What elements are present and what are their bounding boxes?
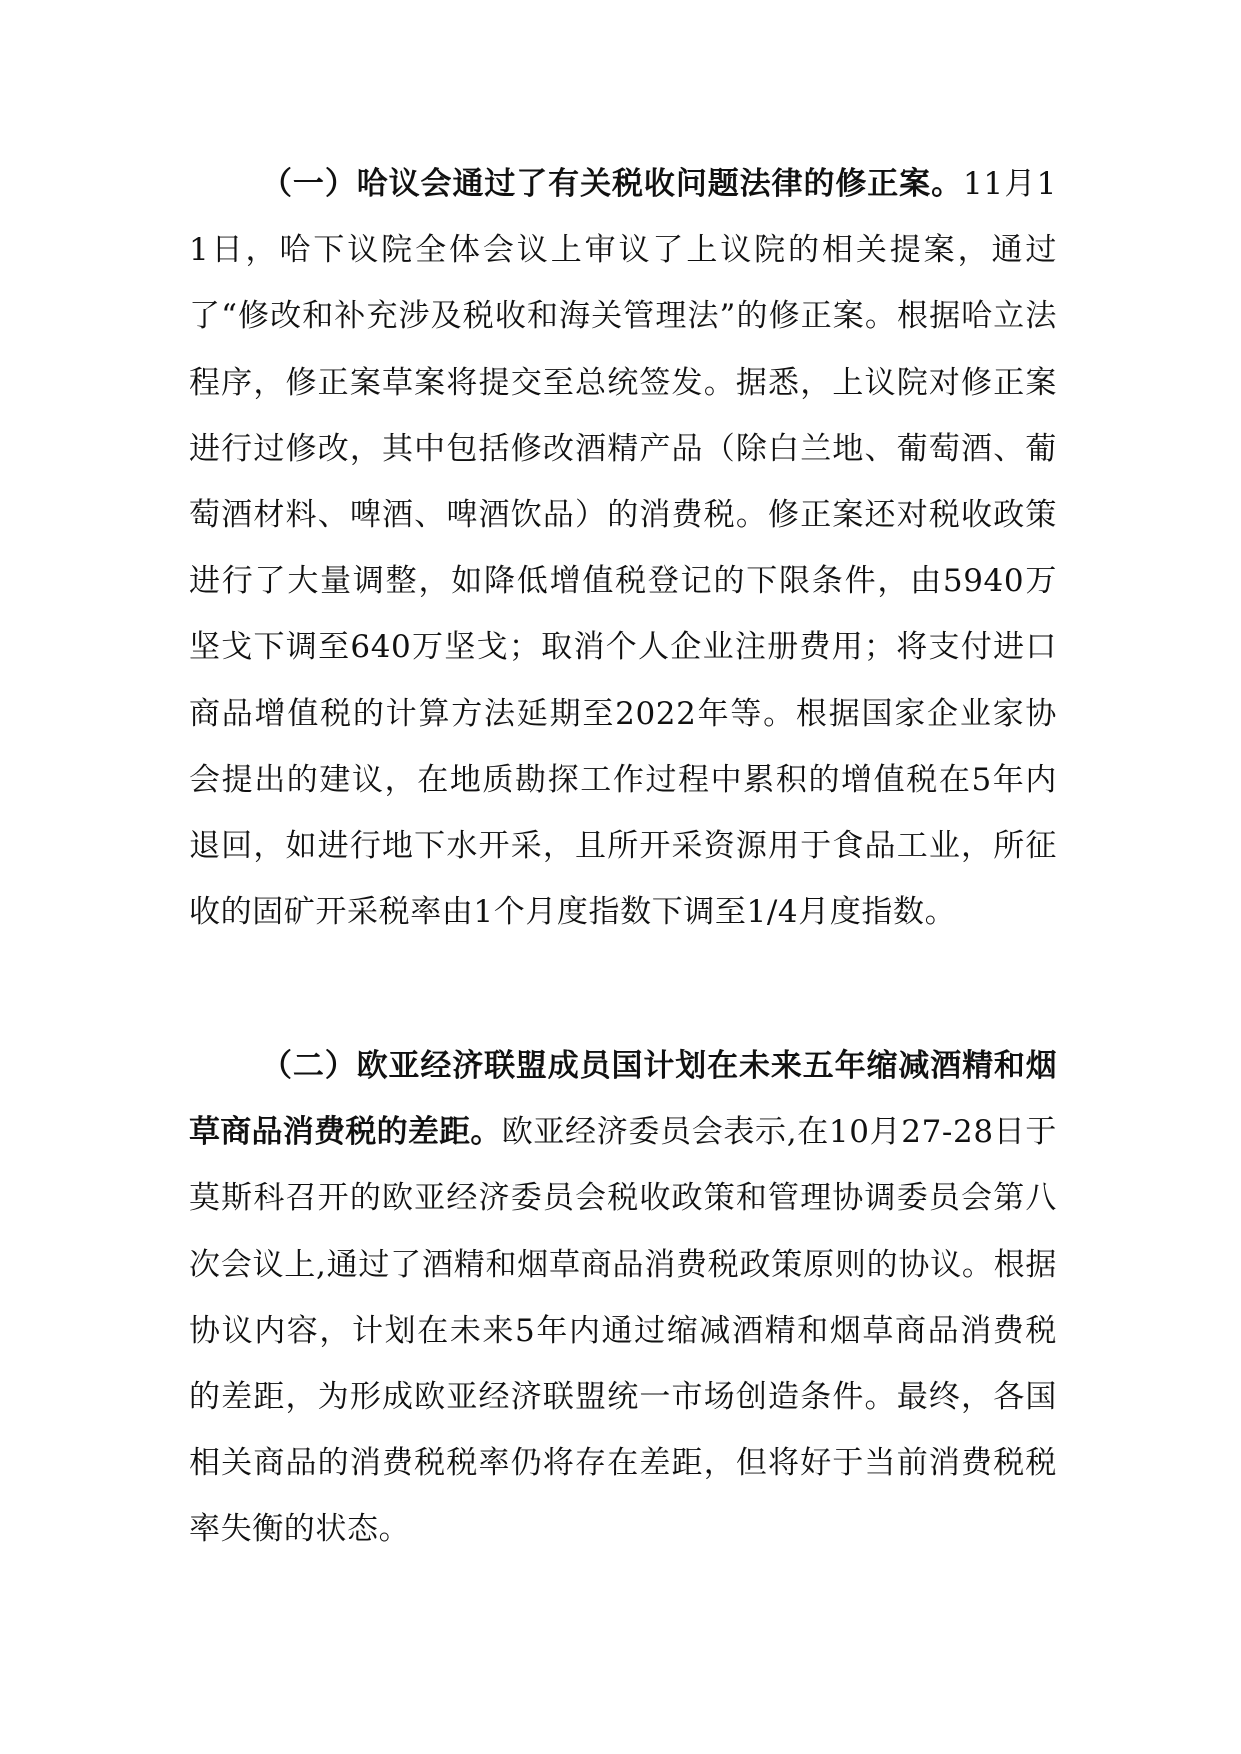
section-1-heading: （一）哈议会通过了有关税收问题法律的修正案。 (261, 166, 963, 202)
section-2-paragraph (189, 1033, 1057, 1563)
section-1-body: 11月11日，哈下议院全体会议上审议了上议院的相关提案，通过了“修改和补充涉及税收和海关管理法”的修正案。根据哈立法程序，修正案草案将提交至总统签发。据悉，上议院对修正案进行过修改，其中包括修改酒精产品（除白兰地、葡萄酒、葡萄酒材料、啤酒、啤酒饮品）的消费税。修正案还对税收政策进行了大量调整，如降低增值税登记的下限条件，由5940万坚戈下调至640万坚戈；取消个人企业注册费用；将支付进口商品增值税的计算方法延期至2022年等。根据国家企业家协会提出的建议，在地质勘探工作过程中累积的增值税在5年内退回，如进行地下水开采，且所开采资源用于食品工业，所征收的固矿开采税率由1个月度指数下调至1/4月度指数。 (189, 166, 1057, 931)
section-2-body: 欧亚经济委员会表示,在10月27-28日于莫斯科召开的欧亚经济委员会税收政策和管理协调委员会第八次会议上,通过了酒精和烟草商品消费税政策原则的协议。根据协议内容，计划在未来5年内通过缩减酒精和烟草商品消费税的差距，为形成欧亚经济联盟统一市场创造条件。最终，各国相关商品的消费税税率仍将存在差距，但将好于当前消费税税率失衡的状态。 (189, 1114, 1057, 1548)
section-2-heading: （二）欧亚经济联盟成员国计划在未来五年缩减酒精和烟草商品消费税的差距。 (189, 1048, 1057, 1151)
section-1-paragraph (189, 151, 1057, 945)
